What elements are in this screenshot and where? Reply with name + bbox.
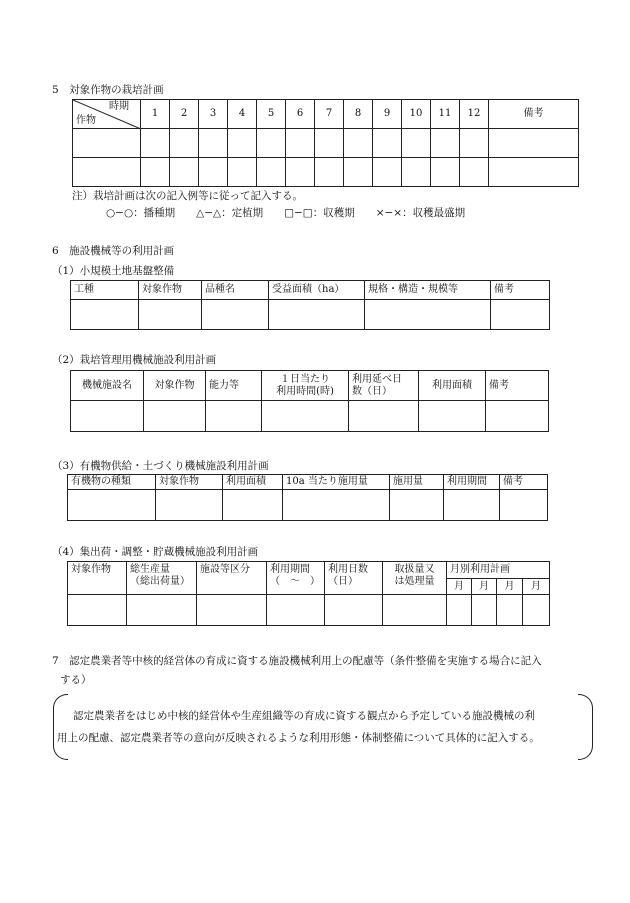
sub1-heading: （1）小規模土地基盤整備 <box>52 265 175 277</box>
right-bracket <box>578 694 593 760</box>
table-row <box>71 401 549 432</box>
col-header: 10a 当たり施用量 <box>283 475 390 490</box>
month-header: 4 <box>228 100 257 129</box>
table-row <box>71 300 550 330</box>
note-line-2: ○−○：播種期 △−△：定植期 □−□：収穫期 ×−×：収穫最盛期 <box>106 207 466 219</box>
col-header: 品種名 <box>202 281 269 300</box>
month-header: 10 <box>402 100 431 129</box>
instruction-line-2: 用上の配慮、認定農業者等の意向が反映されるような利用形態・体制整備について具体的に記入する。 <box>57 732 540 744</box>
col-header-line: （日） <box>328 576 358 587</box>
col-header-line: は処理量 <box>394 576 435 587</box>
month-header: 1 <box>141 100 170 129</box>
col-header: 受益面積（ha） <box>269 281 365 300</box>
table-row <box>73 158 579 187</box>
table-row <box>68 490 548 521</box>
col-header: 工種 <box>71 281 139 300</box>
col-header-line: 総生産量 <box>130 564 170 575</box>
instruction-box <box>53 694 593 760</box>
sub3-heading: （3）有機物供給・土づくり機械施設利用計画 <box>52 460 269 472</box>
organic-matter-table <box>67 474 548 521</box>
col-header-line: 利用延べ日 <box>352 373 402 385</box>
col-header <box>325 562 383 595</box>
col-header: 月別利用計画 <box>447 562 550 579</box>
col-header: 備考 <box>491 281 550 300</box>
cultivation-machinery-table <box>70 370 549 432</box>
period-label: 時期 <box>109 101 129 112</box>
month-unit: 月 <box>497 579 523 595</box>
section7-heading-line1: 7 認定農業者等中核的経営体の育成に資する施設機械利用上の配慮等（条件整備を実施する場合に記入 <box>52 655 542 667</box>
table-row <box>73 129 579 158</box>
table-row <box>68 595 550 626</box>
col-header-line: 利用日数 <box>328 564 368 575</box>
month-header: 11 <box>431 100 460 129</box>
cultivation-plan-table <box>72 99 579 187</box>
month-header: 8 <box>344 100 373 129</box>
col-header-line: 取扱量又 <box>394 564 435 575</box>
month-unit: 月 <box>523 579 550 595</box>
month-header: 5 <box>257 100 286 129</box>
col-header-line: 数（日） <box>352 385 392 397</box>
col-header <box>349 371 419 401</box>
month-header: 2 <box>170 100 199 129</box>
month-header: 3 <box>199 100 228 129</box>
col-header: 施設等区分 <box>197 562 267 595</box>
col-header: 対象作物 <box>156 475 223 490</box>
col-header: 備考 <box>500 475 548 490</box>
month-unit: 月 <box>472 579 497 595</box>
col-header: 規格・構造・規模等 <box>365 281 491 300</box>
col-header: 機械施設名 <box>71 371 144 401</box>
col-header-line: １日当たり <box>280 373 330 385</box>
col-header <box>262 371 349 401</box>
month-header: 7 <box>315 100 344 129</box>
month-header: 6 <box>286 100 315 129</box>
col-header: 利用面積 <box>419 371 486 401</box>
col-header <box>267 562 325 595</box>
instruction-line-1: 認定農業者をはじめ中核的経営体や生産組織等の育成に資する観点から予定している施設機械の利 <box>73 710 535 722</box>
col-header <box>383 562 447 595</box>
land-improvement-table <box>70 280 550 330</box>
month-header: 12 <box>460 100 489 129</box>
section7-heading-line2: する） <box>60 674 92 686</box>
col-header: 利用面積 <box>223 475 283 490</box>
sub2-heading: （2）栽培管理用機械施設利用計画 <box>52 354 217 366</box>
col-header-line: 利用期間 <box>270 564 310 575</box>
crop-label: 作物 <box>76 115 96 126</box>
shipping-storage-table <box>67 561 550 626</box>
col-header: 対象作物 <box>68 562 127 595</box>
left-bracket <box>53 694 68 760</box>
col-header <box>127 562 197 595</box>
col-header-line: （総出荷量） <box>130 576 190 587</box>
month-unit: 月 <box>447 579 472 595</box>
col-header-line: 利用時間(時) <box>276 385 334 397</box>
section6-heading: 6 施設機械等の利用計画 <box>52 245 175 257</box>
col-header: 施用量 <box>390 475 444 490</box>
col-header-line: （ 〜 ） <box>270 576 320 587</box>
col-header: 備考 <box>486 371 549 401</box>
diagonal-header-cell <box>73 100 141 129</box>
note-line-1: 注）栽培計画は次の記入例等に従って記入する。 <box>72 190 303 202</box>
section5-heading: 5 対象作物の栽培計画 <box>52 84 164 96</box>
sub4-heading: （4）集出荷・調整・貯蔵機械施設利用計画 <box>52 546 259 558</box>
remarks-header: 備考 <box>489 100 579 129</box>
col-header: 対象作物 <box>144 371 206 401</box>
col-header: 対象作物 <box>139 281 202 300</box>
col-header: 利用期間 <box>444 475 500 490</box>
month-header: 9 <box>373 100 402 129</box>
col-header: 有機物の種類 <box>68 475 156 490</box>
col-header: 能力等 <box>206 371 262 401</box>
